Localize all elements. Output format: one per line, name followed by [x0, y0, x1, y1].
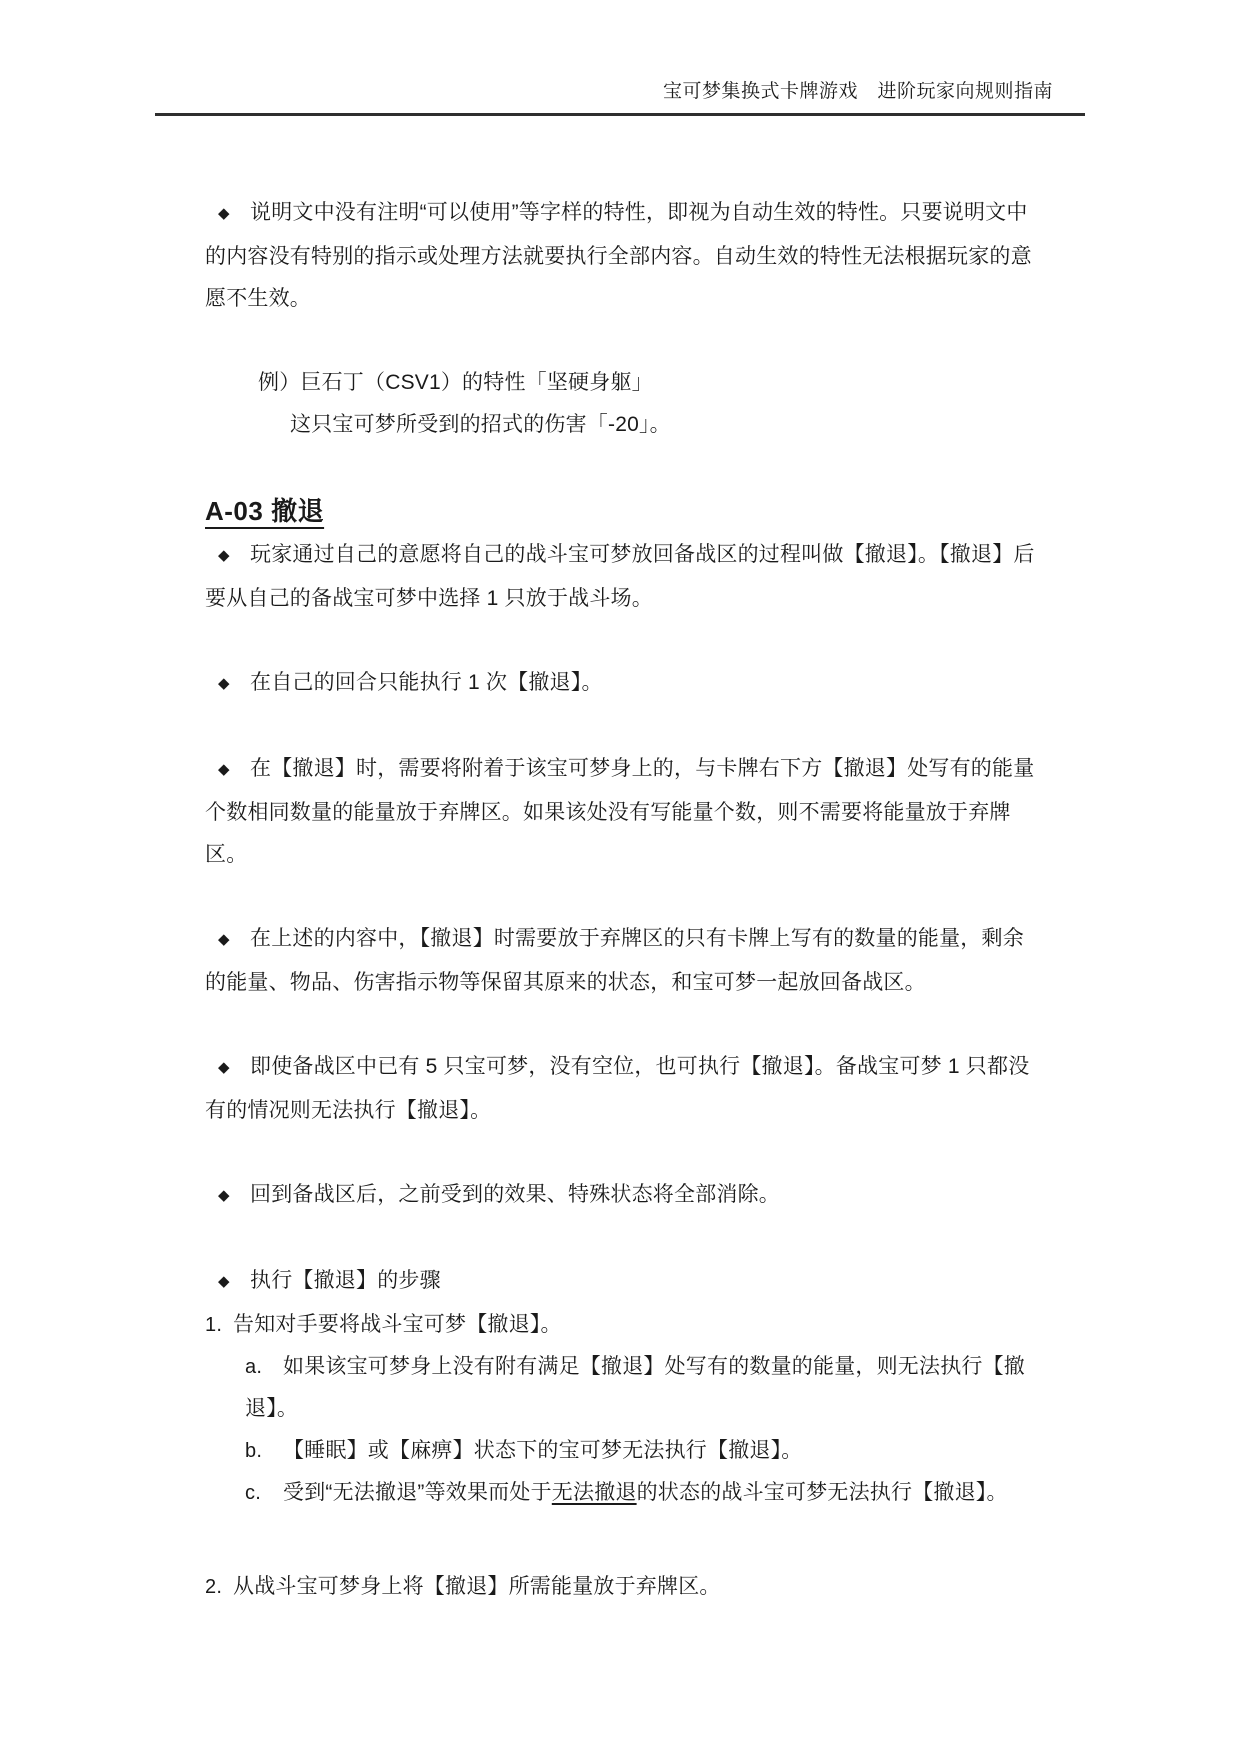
intro-bullet: [205, 192, 1043, 320]
diamond-bullet-icon: ◆: [218, 931, 230, 948]
substep-a-text: 如果该宝可梦身上没有附有满足【撤退】处写有的数量的能量，则无法执行【撤退】。: [245, 1355, 1025, 1420]
step-2: [205, 1566, 1043, 1608]
substep-b: [245, 1430, 1043, 1472]
diamond-bullet-icon: ◆: [218, 547, 230, 564]
document-body: [205, 192, 1043, 1608]
step-1-text: 告知对手要将战斗宝可梦【撤退】。: [233, 1313, 562, 1336]
bullet-text: 执行【撤退】的步骤: [250, 1269, 441, 1292]
diamond-bullet-icon: ◆: [218, 205, 230, 222]
example-line-1: 例）巨石丁（CSV1）的特性「坚硬身躯」: [258, 371, 653, 394]
substep-a-letter: a.: [245, 1356, 263, 1378]
bullet-text: 玩家通过自己的意愿将自己的战斗宝可梦放回备战区的过程叫做【撤退】。【撤退】后要从自己的备战宝可梦中选择 1 只放于战斗场。: [205, 543, 1035, 610]
substep-c: [245, 1472, 1043, 1514]
substep-c-text-underlined: 无法撤退: [551, 1481, 637, 1504]
step-2-number: 2.: [205, 1576, 223, 1598]
example-line-2: 这只宝可梦所受到的招式的伤害「-20」。: [290, 413, 671, 436]
bullet-energy-cost: [205, 748, 1043, 876]
bullet-text: 在自己的回合只能执行 1 次【撤退】。: [250, 671, 603, 694]
bullet-retreat-definition: [205, 534, 1043, 620]
diamond-bullet-icon: ◆: [218, 675, 230, 692]
diamond-bullet-icon: ◆: [218, 761, 230, 778]
bullet-text: 即使备战区中已有 5 只宝可梦，没有空位，也可执行【撤退】。备战宝可梦 1 只都没有的情况则无法执行【撤退】。: [205, 1055, 1030, 1122]
bullet-text: 在【撤退】时，需要将附着于该宝可梦身上的，与卡牌右下方【撤退】处写有的能量个数相同数量的能量放于弃牌区。如果该处没有写能量个数，则不需要将能量放于弃牌区。: [205, 757, 1035, 866]
bullet-steps-intro: [205, 1260, 1043, 1304]
substep-c-letter: c.: [245, 1482, 261, 1504]
section-heading-a03: A-03 撤退: [205, 496, 325, 526]
step-2-text: 从战斗宝可梦身上将【撤退】所需能量放于弃牌区。: [233, 1575, 721, 1598]
bullet-text: 在上述的内容中，【撤退】时需要放于弃牌区的只有卡牌上写有的数量的能量，剩余的能量、物品、伤害指示物等保留其原来的状态，和宝可梦一起放回备战区。: [205, 927, 1024, 994]
substep-a: [245, 1346, 1043, 1430]
diamond-bullet-icon: ◆: [218, 1273, 230, 1290]
diamond-bullet-icon: ◆: [218, 1187, 230, 1204]
bullet-keep-attachments: [205, 918, 1043, 1004]
bullet-text: 回到备战区后，之前受到的效果、特殊状态将全部消除。: [250, 1183, 780, 1206]
bullet-once-per-turn: [205, 662, 1043, 706]
example-block: [205, 362, 1043, 446]
substep-b-text: 【睡眠】或【麻痹】状态下的宝可梦无法执行【撤退】。: [283, 1439, 803, 1462]
diamond-bullet-icon: ◆: [218, 1059, 230, 1076]
bullet-effects-removed: [205, 1174, 1043, 1218]
substep-c-text-before: 受到“无法撤退”等效果而处于: [283, 1481, 552, 1504]
substep-c-text-after: 的状态的战斗宝可梦无法执行【撤退】。: [636, 1481, 1008, 1504]
substep-b-letter: b.: [245, 1440, 263, 1462]
bullet-bench-full: [205, 1046, 1043, 1132]
header-title: 宝可梦集换式卡牌游戏 进阶玩家向规则指南: [662, 81, 1053, 102]
step-1-number: 1.: [205, 1314, 223, 1336]
page-header: [155, 0, 1085, 116]
intro-bullet-text: 说明文中没有注明“可以使用”等字样的特性，即视为自动生效的特性。只要说明文中的内容没有特别的指示或处理方法就要执行全部内容。自动生效的特性无法根据玩家的意愿不生效。: [205, 201, 1032, 310]
step-1: [205, 1304, 1043, 1346]
